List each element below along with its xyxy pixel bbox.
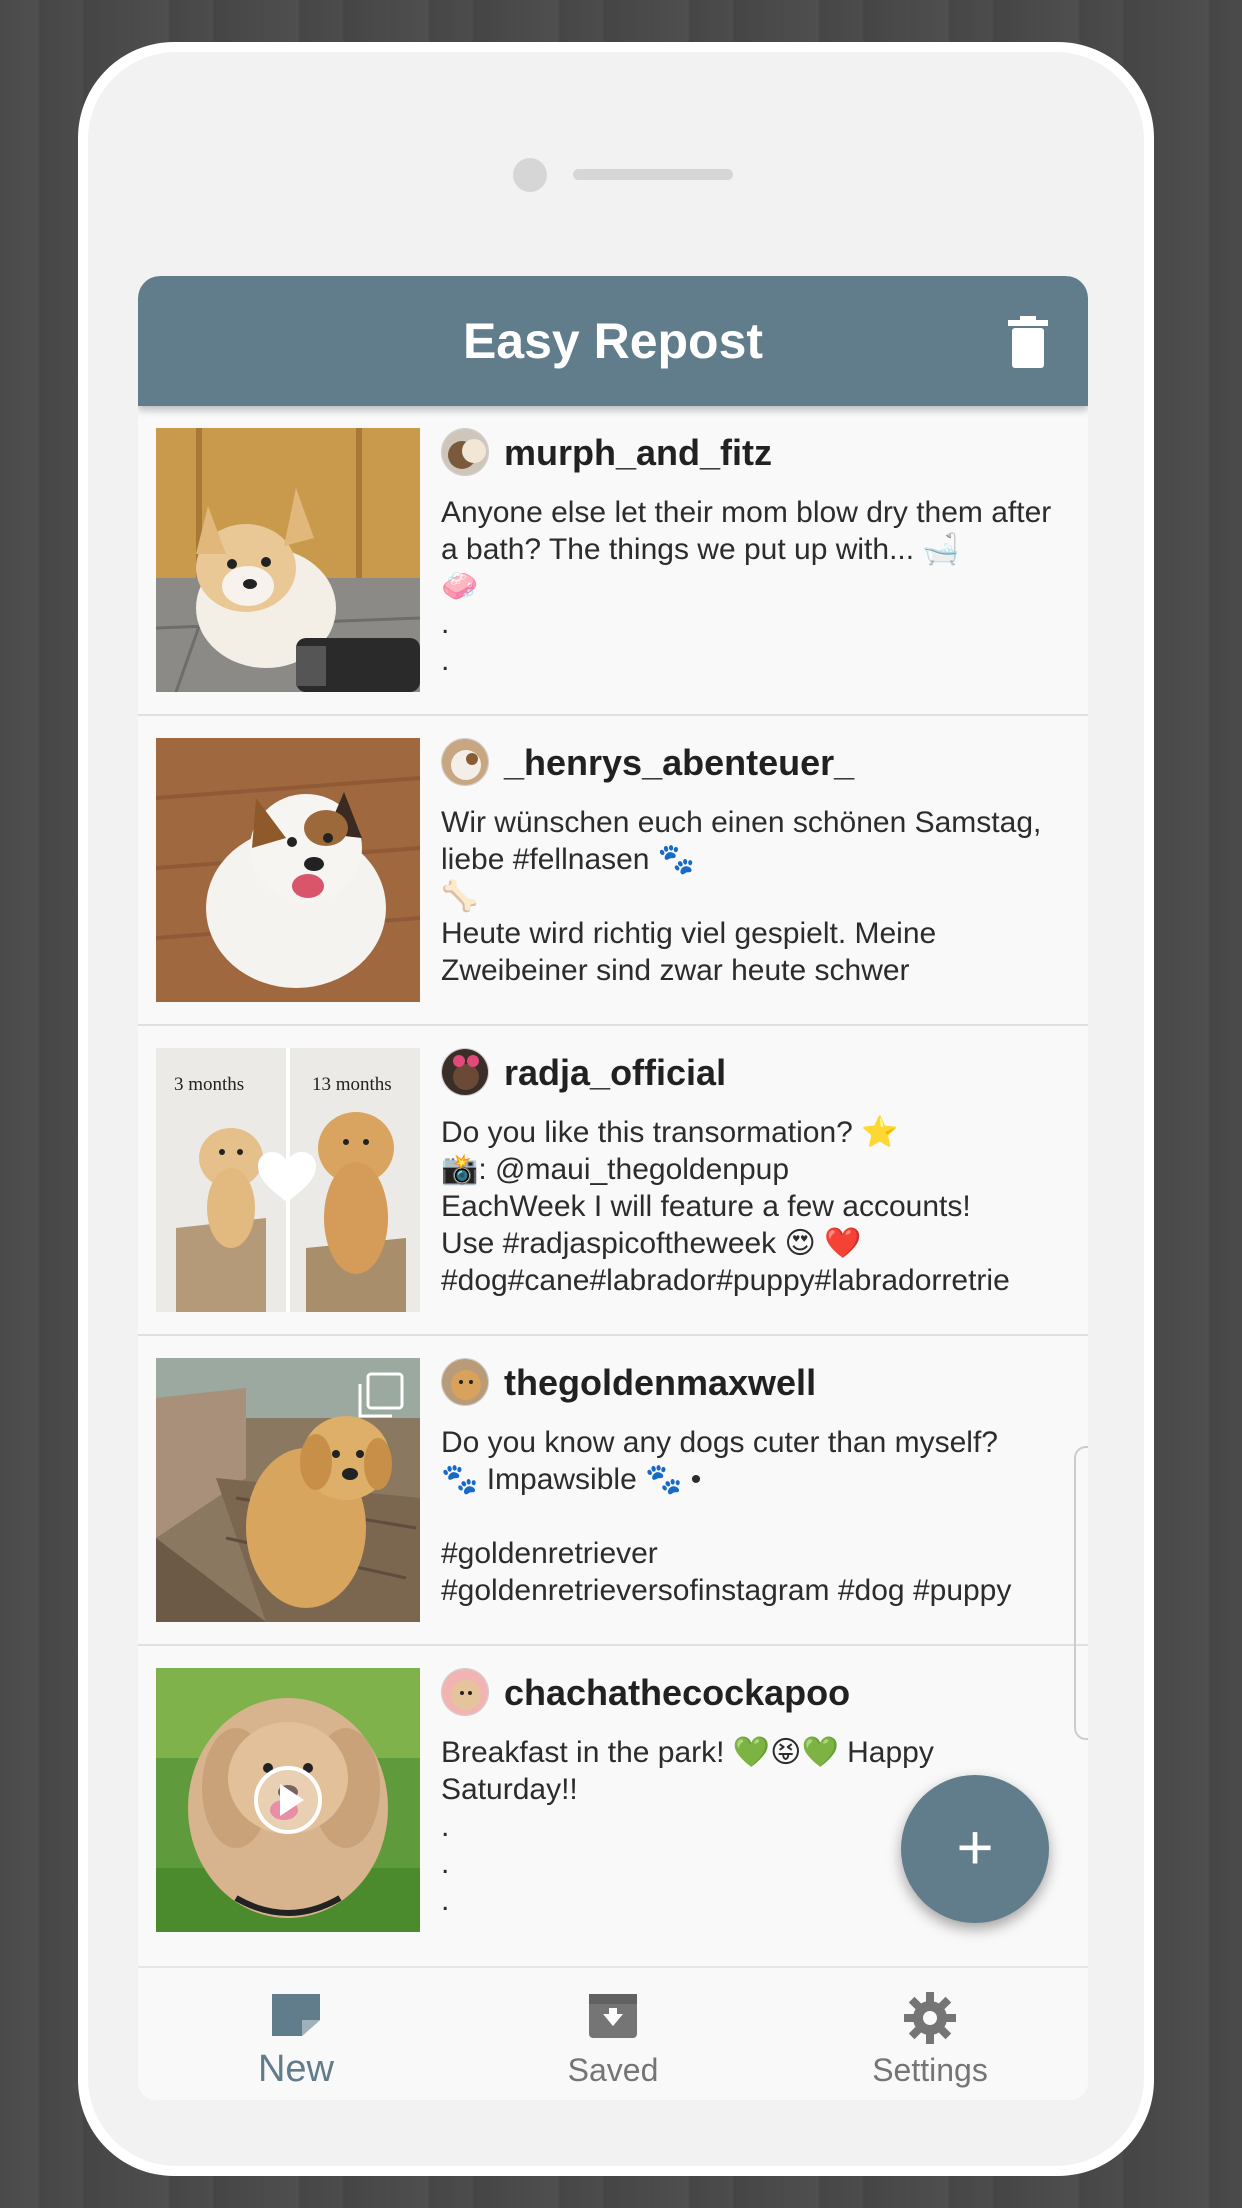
delete-all-button[interactable]: [1006, 316, 1050, 368]
nav-label-settings: Settings: [872, 2052, 988, 2088]
post-thumbnail[interactable]: [156, 1358, 420, 1622]
gear-icon: [902, 1990, 958, 2046]
avatar[interactable]: [441, 738, 489, 786]
heart-icon: [258, 1152, 316, 1204]
app-title: Easy Repost: [462, 313, 764, 369]
scroll-handle[interactable]: [1074, 1446, 1088, 1740]
post-username: chachathecockapoo: [504, 1672, 851, 1713]
avatar[interactable]: [441, 1048, 489, 1096]
post-list[interactable]: [138, 406, 1088, 1941]
avatar[interactable]: [441, 1668, 489, 1716]
avatar[interactable]: [441, 1358, 489, 1406]
new-post-icon: [268, 1990, 324, 2038]
post-username: murph_and_fitz: [504, 432, 773, 473]
post-username: radja_official: [504, 1052, 727, 1093]
post-thumbnail[interactable]: [156, 1668, 420, 1932]
nav-label-new: New: [257, 2048, 335, 2090]
post-username: thegoldenmaxwell: [504, 1362, 817, 1403]
post-thumbnail[interactable]: [156, 1048, 420, 1312]
post-caption: Do you know any dogs cuter than myself? 🐾 Impawsible 🐾 • #goldenretriever #goldenretrieversofinstagram #dog #puppy: [441, 1426, 1012, 1607]
post-thumbnail[interactable]: [156, 428, 420, 692]
front-camera: [513, 158, 547, 192]
saved-archive-icon: [585, 1990, 641, 2042]
post-item[interactable]: [138, 1026, 1088, 1336]
post-caption: Wir wünschen euch einen schönen Samstag, liebe #fellnasen 🐾 🦴 Heute wird richtig viel gespielt. Meine Zweibeiner sind zwar heute schwer: [441, 806, 1042, 987]
nav-item-saved[interactable]: [455, 1968, 771, 2100]
app-bar: [138, 276, 1088, 406]
post-caption: Breakfast in the park! 💚😝💚 Happy Saturday!! . . .: [441, 1736, 934, 1917]
post-username: _henrys_abenteuer_: [504, 742, 855, 783]
play-icon: [252, 1764, 324, 1836]
plus-icon: +: [956, 1811, 994, 1883]
thumbnail-label-right: 13 months: [312, 1074, 392, 1095]
post-item[interactable]: [138, 1336, 1088, 1646]
avatar[interactable]: [441, 428, 489, 476]
post-item[interactable]: [138, 716, 1088, 1026]
trash-icon: [1006, 316, 1050, 368]
bottom-navigation: [138, 1966, 1088, 2100]
nav-item-settings[interactable]: [772, 1968, 1088, 2100]
thumbnail-label-left: 3 months: [174, 1074, 245, 1095]
post-thumbnail[interactable]: [156, 738, 420, 1002]
nav-item-new[interactable]: [138, 1968, 454, 2100]
nav-label-saved: Saved: [567, 2052, 659, 2088]
post-item[interactable]: [138, 406, 1088, 716]
post-caption: Anyone else let their mom blow dry them after a bath? The things we put up with... 🛁 🧼 . .: [441, 496, 1052, 677]
earpiece-speaker: [573, 169, 733, 180]
add-repost-button[interactable]: [901, 1775, 1049, 1923]
carousel-icon: [356, 1372, 404, 1420]
post-caption: Do you like this transormation? ⭐ 📸: @maui_thegoldenpup EachWeek I will feature a few accounts! Use #radjaspicoftheweek 😍 ❤️ #dog#cane#labrador#puppy#labradorretrie: [441, 1116, 1010, 1297]
